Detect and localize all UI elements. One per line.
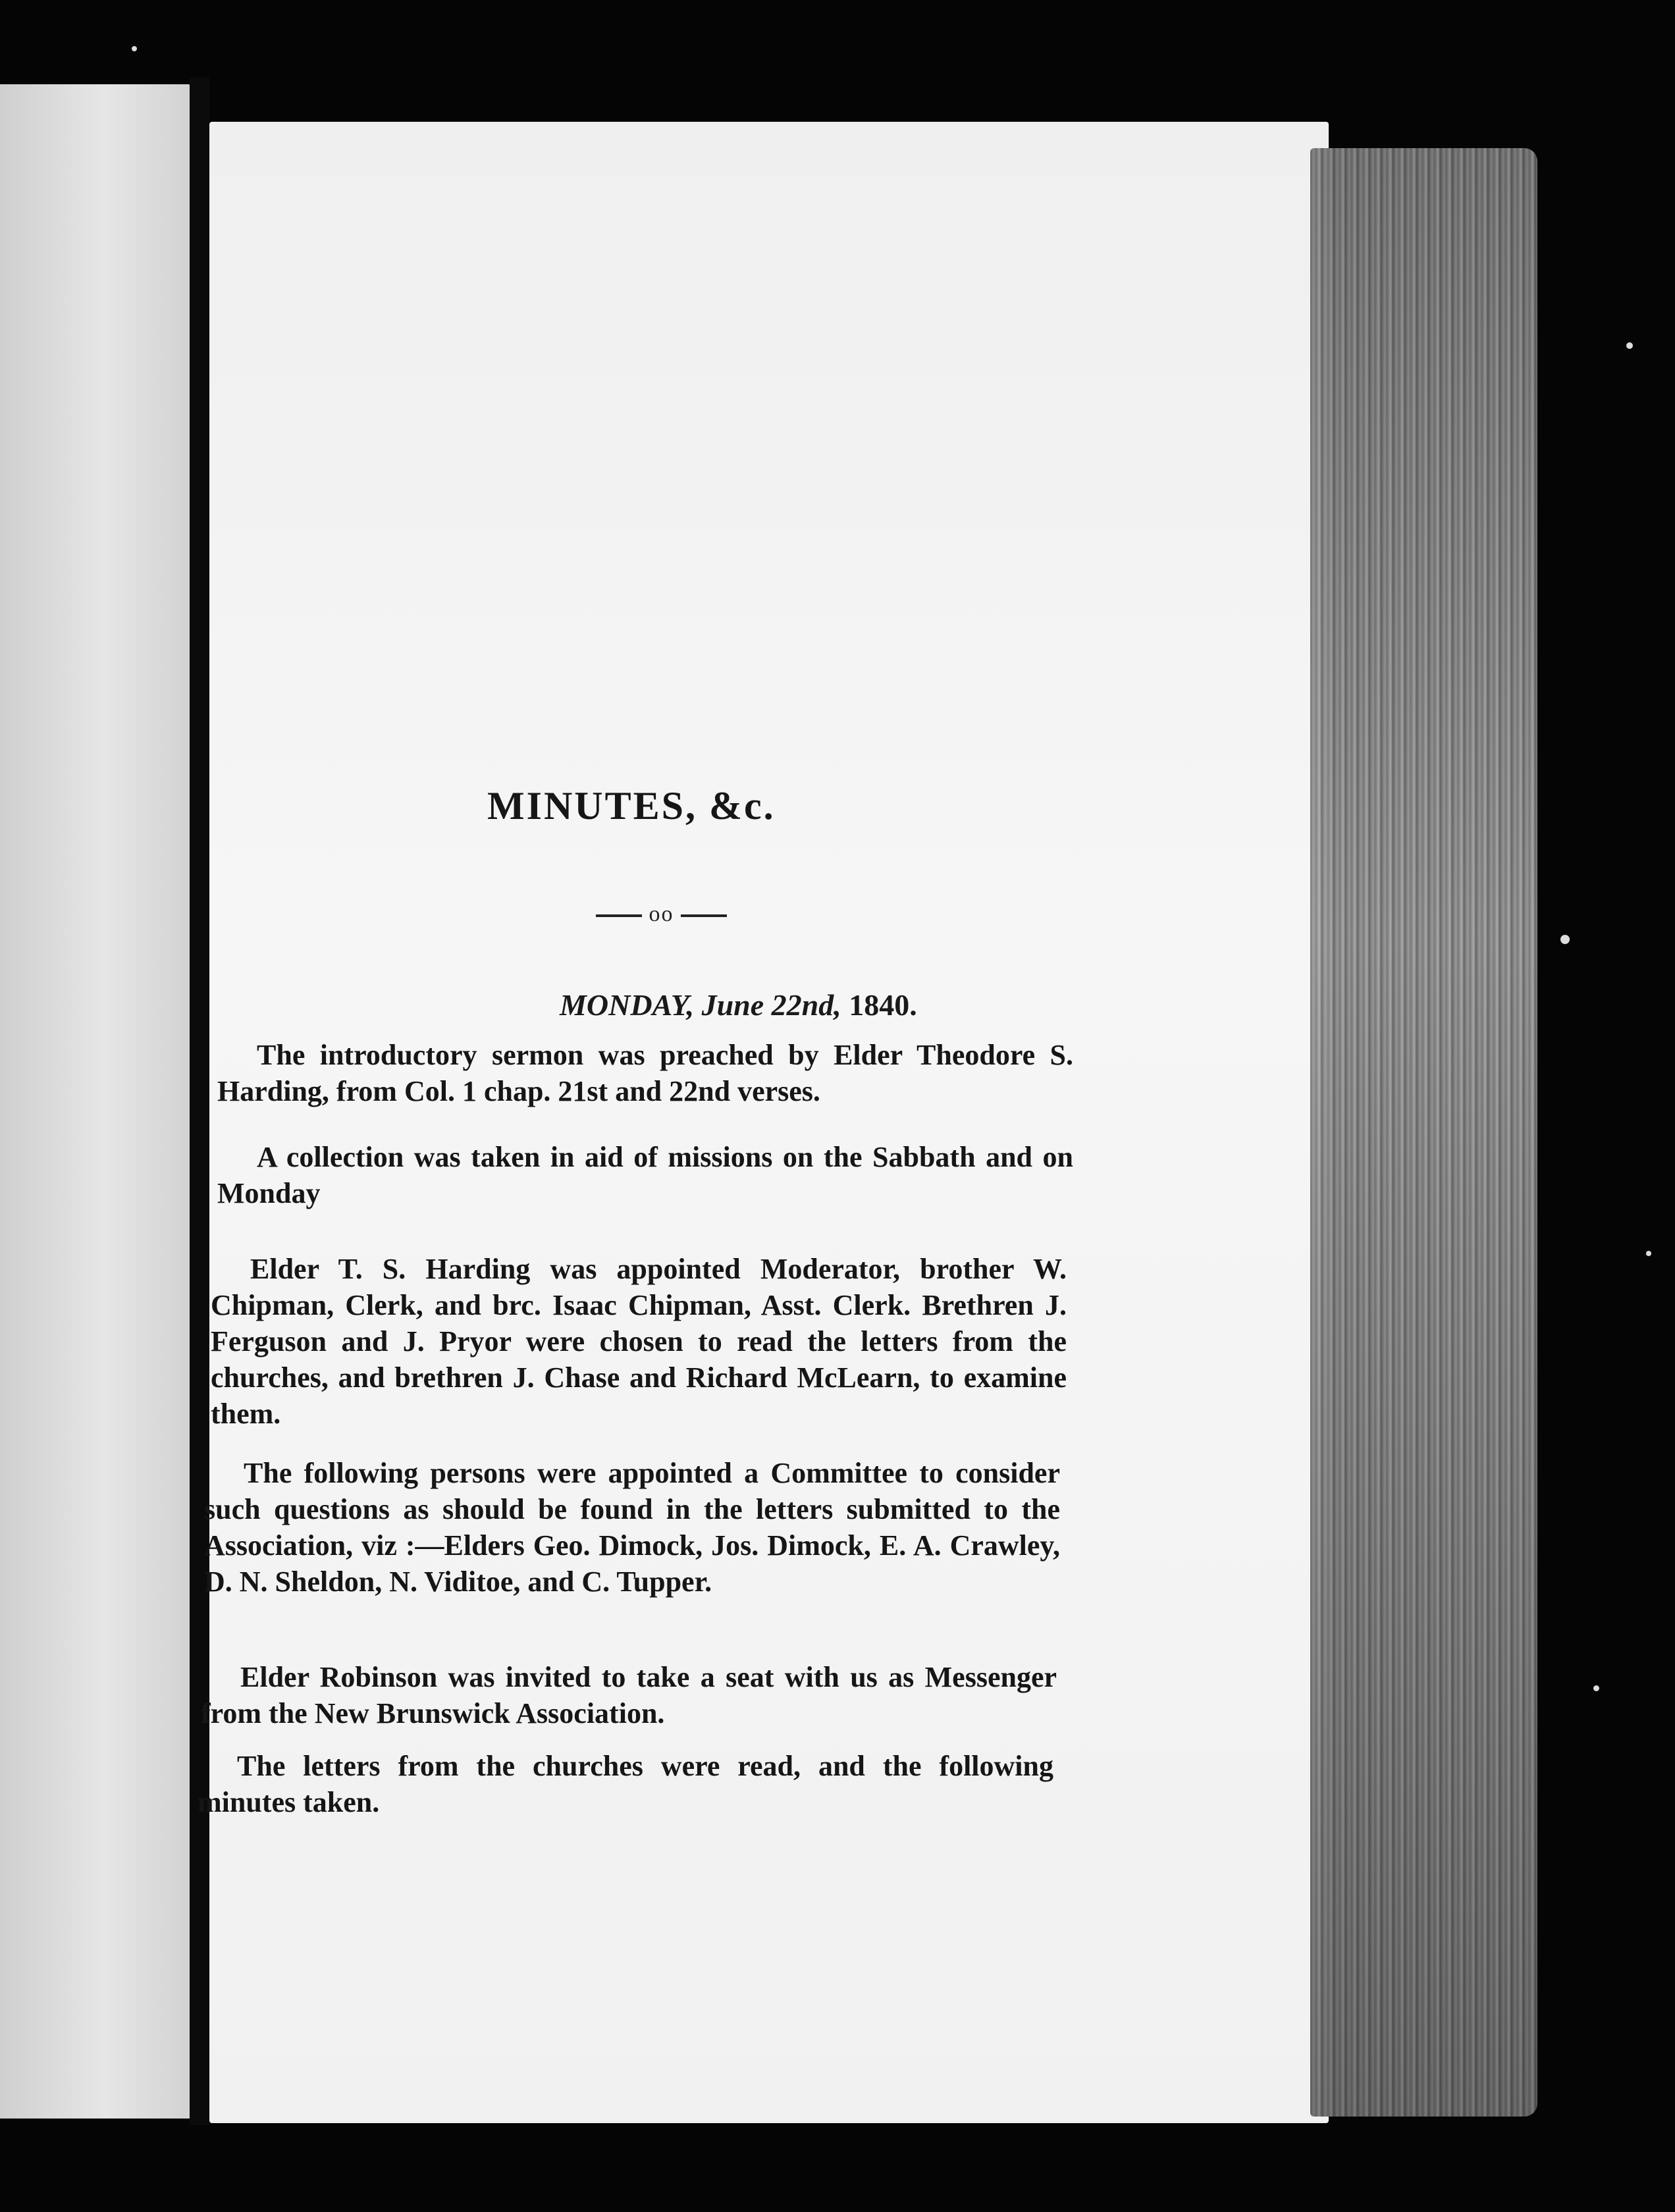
paragraph-sermon: The introductory sermon was preached by Elder Theodore S. Harding, from Col. 1 chap. 21st and 22nd verses. [217, 1039, 1073, 1107]
speck [1593, 1685, 1599, 1691]
speck [1560, 935, 1570, 944]
speck [132, 46, 137, 51]
ornament-text: oo [649, 902, 674, 926]
dateline-year: 1840. [849, 988, 917, 1022]
dateline-date: June 22nd, [701, 988, 841, 1022]
paragraph-collection: A collection was taken in aid of missions on the Sabbath and on Monday [217, 1141, 1073, 1209]
ornament-rule-left [596, 914, 642, 917]
dateline-day: MONDAY, [560, 988, 695, 1022]
ornament-rule-right [681, 914, 727, 917]
paragraph-messenger: Elder Robinson was invited to take a seat with us as Messenger from the New Brunswick Association. [201, 1661, 1057, 1729]
paragraph-committee: The following persons were appointed a Committee to consider such questions as should be found in the letters submitted to the Association, viz :—Elders Geo. Dimock, Jos. Dimock, E. A. Crawley, D. N. Sheldon, N. Viditoe, and C. Tupper. [204, 1457, 1060, 1598]
speck [1646, 1251, 1651, 1256]
right-page [209, 122, 1329, 2123]
dateline [560, 988, 917, 1022]
page-edges-shade [1310, 148, 1537, 2117]
paragraph-officers: Elder T. S. Harding was appointed Moderator, brother W. Chipman, Clerk, and brc. Isaac Chipman, Asst. Clerk. Brethren J. Ferguson and J. Pryor were chosen to read the letters from the churches, and brethren J. Chase and Richard McLearn, to examine them. [211, 1253, 1067, 1430]
page-title: MINUTES, &c. [487, 784, 776, 828]
title-ornament [596, 902, 727, 927]
speck [1626, 342, 1633, 349]
paragraph-letters: The letters from the churches were read, and the following minutes taken. [198, 1750, 1053, 1818]
left-facing-page [0, 84, 191, 2119]
